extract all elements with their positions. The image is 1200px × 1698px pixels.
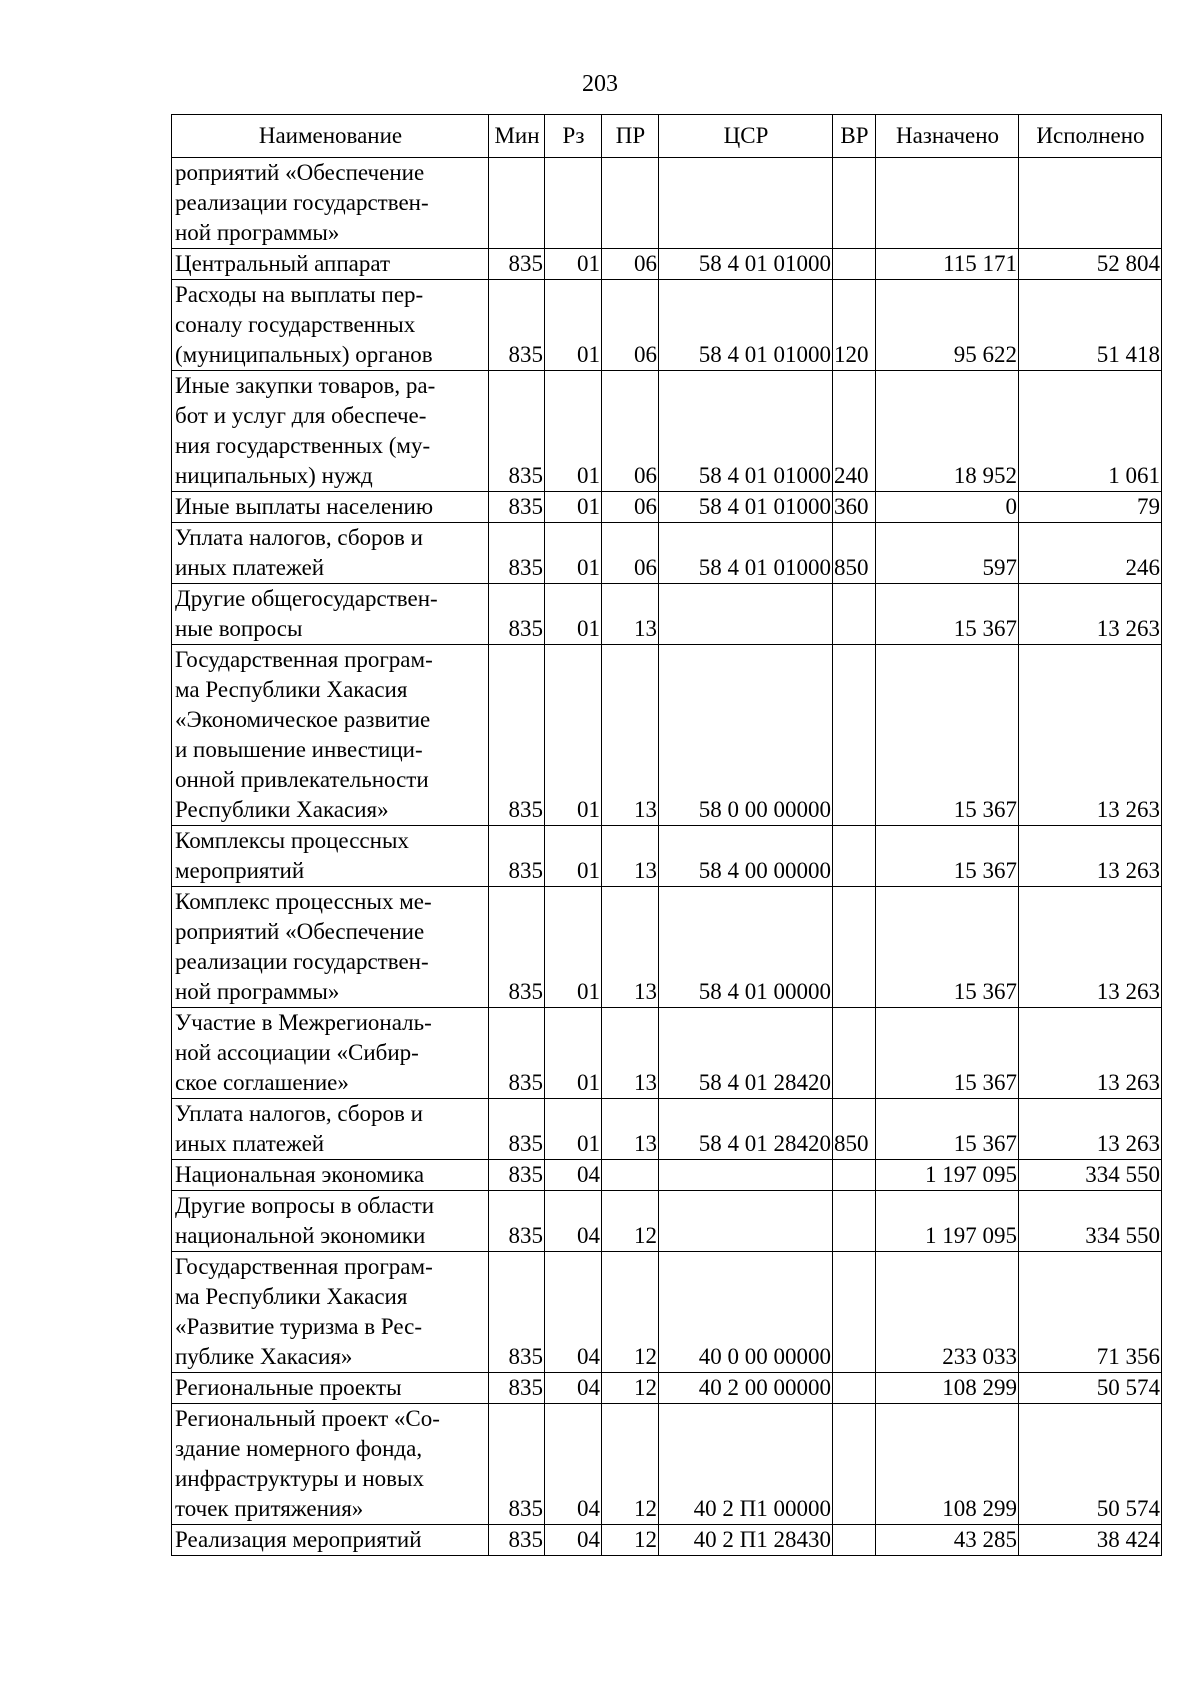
cell-executed: 13 263 <box>1019 645 1162 826</box>
cell-name <box>172 158 489 249</box>
table-row <box>172 1525 1162 1556</box>
cell-name-line: роприятий «Обеспечение <box>175 919 425 944</box>
table-row <box>172 1252 1162 1373</box>
cell-name <box>172 523 489 584</box>
cell-name-line: роприятий «Обеспечение <box>175 160 425 185</box>
cell-pr: 06 <box>602 371 659 492</box>
cell-vr <box>833 1252 876 1373</box>
cell-name-line: мероприятий <box>175 858 305 883</box>
cell-name <box>172 826 489 887</box>
cell-rz: 01 <box>545 887 602 1008</box>
table-row <box>172 1099 1162 1160</box>
cell-executed: 13 263 <box>1019 584 1162 645</box>
header-pr: ПР <box>602 115 659 158</box>
header-csr: ЦСР <box>659 115 833 158</box>
cell-assigned: 1 197 095 <box>876 1191 1019 1252</box>
cell-name <box>172 1099 489 1160</box>
cell-rz: 01 <box>545 645 602 826</box>
cell-name-line: ниципальных) нужд <box>175 463 373 488</box>
cell-name-line: и повышение инвестици- <box>175 737 423 762</box>
cell-executed: 334 550 <box>1019 1191 1162 1252</box>
cell-vr <box>833 645 876 826</box>
cell-min: 835 <box>489 492 545 523</box>
cell-pr: 13 <box>602 584 659 645</box>
cell-min: 835 <box>489 584 545 645</box>
cell-min: 835 <box>489 645 545 826</box>
cell-min: 835 <box>489 1191 545 1252</box>
cell-rz <box>545 158 602 249</box>
cell-vr: 240 <box>833 371 876 492</box>
table-row <box>172 523 1162 584</box>
cell-name-line: «Развитие туризма в Рес- <box>175 1314 422 1339</box>
cell-name-line: Государственная програм- <box>175 1254 433 1279</box>
cell-name <box>172 1008 489 1099</box>
header-vr: ВР <box>833 115 876 158</box>
cell-vr <box>833 887 876 1008</box>
cell-executed: 50 574 <box>1019 1373 1162 1404</box>
cell-csr: 58 4 01 28420 <box>659 1099 833 1160</box>
cell-csr: 58 4 01 00000 <box>659 887 833 1008</box>
cell-name-line: ные вопросы <box>175 616 303 641</box>
cell-name <box>172 1252 489 1373</box>
cell-pr: 13 <box>602 1099 659 1160</box>
cell-executed: 13 263 <box>1019 887 1162 1008</box>
cell-name-line: инфраструктуры и новых <box>175 1466 424 1491</box>
cell-csr: 58 4 01 28420 <box>659 1008 833 1099</box>
table-row <box>172 584 1162 645</box>
cell-name-line: Иные выплаты населению <box>175 494 433 519</box>
cell-assigned <box>876 158 1019 249</box>
cell-name-line: Участие в Межрегиональ- <box>175 1010 432 1035</box>
cell-csr: 58 4 01 01000 <box>659 523 833 584</box>
cell-name-line: точек притяжения» <box>175 1496 364 1521</box>
cell-name-line: ной программы» <box>175 979 340 1004</box>
cell-executed: 79 <box>1019 492 1162 523</box>
cell-csr: 40 2 П1 00000 <box>659 1404 833 1525</box>
table-row <box>172 1191 1162 1252</box>
cell-rz: 01 <box>545 1099 602 1160</box>
cell-rz: 01 <box>545 1008 602 1099</box>
cell-name-line: соналу государственных <box>175 312 416 337</box>
cell-assigned: 15 367 <box>876 645 1019 826</box>
cell-pr: 06 <box>602 280 659 371</box>
cell-executed <box>1019 158 1162 249</box>
cell-name-line: бот и услуг для обеспече- <box>175 403 427 428</box>
cell-rz: 04 <box>545 1160 602 1191</box>
cell-name <box>172 492 489 523</box>
cell-name-line: реализации государствен- <box>175 949 429 974</box>
cell-pr: 13 <box>602 645 659 826</box>
table-row <box>172 1160 1162 1191</box>
cell-name-line: реализации государствен- <box>175 190 429 215</box>
cell-assigned: 0 <box>876 492 1019 523</box>
cell-rz: 01 <box>545 492 602 523</box>
cell-name <box>172 371 489 492</box>
cell-min: 835 <box>489 280 545 371</box>
table-row <box>172 249 1162 280</box>
cell-pr: 12 <box>602 1404 659 1525</box>
cell-vr <box>833 826 876 887</box>
cell-name-line: ма Республики Хакасия <box>175 677 408 702</box>
table-row <box>172 158 1162 249</box>
cell-csr: 58 4 00 00000 <box>659 826 833 887</box>
cell-min: 835 <box>489 1099 545 1160</box>
cell-min: 835 <box>489 371 545 492</box>
cell-name-line: иных платежей <box>175 555 325 580</box>
cell-name-line: Иные закупки товаров, ра- <box>175 373 436 398</box>
cell-pr: 13 <box>602 887 659 1008</box>
cell-name-line: онной привлекательности <box>175 767 429 792</box>
cell-name-line: Уплата налогов, сборов и <box>175 525 423 550</box>
cell-name-line: Государственная програм- <box>175 647 433 672</box>
cell-name <box>172 280 489 371</box>
cell-name-line: ма Республики Хакасия <box>175 1284 408 1309</box>
cell-csr <box>659 584 833 645</box>
cell-vr: 850 <box>833 523 876 584</box>
cell-assigned: 15 367 <box>876 584 1019 645</box>
budget-table <box>171 114 1162 1556</box>
table-row <box>172 280 1162 371</box>
table-body <box>172 158 1162 1556</box>
cell-csr: 58 4 01 01000 <box>659 492 833 523</box>
cell-pr <box>602 1160 659 1191</box>
header-assigned: Назначено <box>876 115 1019 158</box>
cell-name-line: ния государственных (му- <box>175 433 431 458</box>
cell-rz: 01 <box>545 280 602 371</box>
cell-vr <box>833 158 876 249</box>
page-number: 203 <box>582 71 618 97</box>
cell-vr <box>833 1373 876 1404</box>
cell-vr: 850 <box>833 1099 876 1160</box>
cell-name <box>172 249 489 280</box>
cell-name-line: иных платежей <box>175 1131 325 1156</box>
cell-name-line: публике Хакасия» <box>175 1344 353 1369</box>
cell-assigned: 115 171 <box>876 249 1019 280</box>
cell-assigned: 233 033 <box>876 1252 1019 1373</box>
cell-executed: 50 574 <box>1019 1404 1162 1525</box>
cell-executed: 13 263 <box>1019 826 1162 887</box>
cell-vr <box>833 1160 876 1191</box>
cell-vr <box>833 1525 876 1556</box>
cell-csr <box>659 158 833 249</box>
cell-rz: 01 <box>545 523 602 584</box>
cell-assigned: 108 299 <box>876 1404 1019 1525</box>
table-row <box>172 826 1162 887</box>
cell-pr: 12 <box>602 1373 659 1404</box>
cell-pr: 06 <box>602 523 659 584</box>
cell-name-line: Другие общегосударствен- <box>175 586 438 611</box>
cell-assigned: 15 367 <box>876 826 1019 887</box>
cell-vr <box>833 1191 876 1252</box>
cell-pr: 06 <box>602 249 659 280</box>
cell-name-line: Центральный аппарат <box>175 251 391 276</box>
cell-pr: 12 <box>602 1252 659 1373</box>
cell-assigned: 1 197 095 <box>876 1160 1019 1191</box>
cell-executed: 52 804 <box>1019 249 1162 280</box>
cell-name <box>172 1373 489 1404</box>
cell-name-line: Региональные проекты <box>175 1375 402 1400</box>
cell-min: 835 <box>489 1008 545 1099</box>
cell-name-line: Другие вопросы в области <box>175 1193 435 1218</box>
cell-min: 835 <box>489 1525 545 1556</box>
cell-rz: 04 <box>545 1191 602 1252</box>
cell-vr <box>833 249 876 280</box>
cell-pr: 12 <box>602 1525 659 1556</box>
cell-executed: 13 263 <box>1019 1099 1162 1160</box>
cell-min: 835 <box>489 249 545 280</box>
table-row <box>172 371 1162 492</box>
cell-min: 835 <box>489 1252 545 1373</box>
cell-name <box>172 1525 489 1556</box>
cell-name <box>172 584 489 645</box>
cell-name-line: «Экономическое развитие <box>175 707 431 732</box>
header-executed: Исполнено <box>1019 115 1162 158</box>
cell-name-line: Национальная экономика <box>175 1162 425 1187</box>
cell-csr: 40 0 00 00000 <box>659 1252 833 1373</box>
cell-name <box>172 1160 489 1191</box>
cell-rz: 01 <box>545 584 602 645</box>
cell-name-line: здание номерного фонда, <box>175 1436 423 1461</box>
cell-name-line: ной ассоциации «Сибир- <box>175 1040 419 1065</box>
cell-rz: 04 <box>545 1373 602 1404</box>
cell-name <box>172 887 489 1008</box>
cell-assigned: 95 622 <box>876 280 1019 371</box>
cell-assigned: 108 299 <box>876 1373 1019 1404</box>
cell-rz: 01 <box>545 826 602 887</box>
cell-vr: 120 <box>833 280 876 371</box>
cell-name <box>172 645 489 826</box>
cell-pr: 12 <box>602 1191 659 1252</box>
cell-pr: 06 <box>602 492 659 523</box>
cell-executed: 51 418 <box>1019 280 1162 371</box>
cell-vr <box>833 1404 876 1525</box>
table-row <box>172 492 1162 523</box>
cell-pr: 13 <box>602 1008 659 1099</box>
cell-csr: 40 2 00 00000 <box>659 1373 833 1404</box>
cell-assigned: 15 367 <box>876 1008 1019 1099</box>
cell-executed: 71 356 <box>1019 1252 1162 1373</box>
cell-name-line: Комплекс процессных ме- <box>175 889 432 914</box>
cell-name-line: Уплата налогов, сборов и <box>175 1101 423 1126</box>
header-rz: Рз <box>545 115 602 158</box>
cell-assigned: 15 367 <box>876 887 1019 1008</box>
cell-name-line: Региональный проект «Со- <box>175 1406 440 1431</box>
cell-executed: 13 263 <box>1019 1008 1162 1099</box>
table-row <box>172 645 1162 826</box>
cell-name-line: Реализация мероприятий <box>175 1527 422 1552</box>
cell-name-line: Расходы на выплаты пер- <box>175 282 424 307</box>
cell-executed: 1 061 <box>1019 371 1162 492</box>
cell-csr: 58 4 01 01000 <box>659 249 833 280</box>
cell-vr <box>833 1008 876 1099</box>
cell-name-line: (муниципальных) органов <box>175 342 433 367</box>
cell-name <box>172 1191 489 1252</box>
cell-executed: 38 424 <box>1019 1525 1162 1556</box>
cell-min <box>489 158 545 249</box>
cell-pr: 13 <box>602 826 659 887</box>
cell-assigned: 18 952 <box>876 371 1019 492</box>
cell-csr: 58 0 00 00000 <box>659 645 833 826</box>
cell-name-line: ское соглашение» <box>175 1070 349 1095</box>
table-row <box>172 1373 1162 1404</box>
cell-csr <box>659 1191 833 1252</box>
cell-rz: 04 <box>545 1404 602 1525</box>
cell-min: 835 <box>489 887 545 1008</box>
cell-executed: 246 <box>1019 523 1162 584</box>
header-name: Наименование <box>172 115 489 158</box>
cell-name-line: национальной экономики <box>175 1223 426 1248</box>
cell-name-line: Республики Хакасия» <box>175 797 389 822</box>
header-min: Мин <box>489 115 545 158</box>
cell-csr: 58 4 01 01000 <box>659 280 833 371</box>
cell-vr: 360 <box>833 492 876 523</box>
table-row <box>172 1008 1162 1099</box>
cell-assigned: 15 367 <box>876 1099 1019 1160</box>
cell-vr <box>833 584 876 645</box>
cell-csr <box>659 1160 833 1191</box>
cell-rz: 04 <box>545 1252 602 1373</box>
table-row <box>172 1404 1162 1525</box>
cell-csr: 58 4 01 01000 <box>659 371 833 492</box>
cell-pr <box>602 158 659 249</box>
cell-rz: 04 <box>545 1525 602 1556</box>
cell-min: 835 <box>489 1373 545 1404</box>
table-row <box>172 887 1162 1008</box>
cell-executed: 334 550 <box>1019 1160 1162 1191</box>
cell-name-line: ной программы» <box>175 220 340 245</box>
cell-assigned: 597 <box>876 523 1019 584</box>
cell-min: 835 <box>489 1160 545 1191</box>
cell-rz: 01 <box>545 371 602 492</box>
cell-name <box>172 1404 489 1525</box>
cell-min: 835 <box>489 826 545 887</box>
cell-min: 835 <box>489 523 545 584</box>
cell-name-line: Комплексы процессных <box>175 828 409 853</box>
cell-rz: 01 <box>545 249 602 280</box>
cell-min: 835 <box>489 1404 545 1525</box>
cell-assigned: 43 285 <box>876 1525 1019 1556</box>
table-header-row <box>172 115 1162 158</box>
cell-csr: 40 2 П1 28430 <box>659 1525 833 1556</box>
